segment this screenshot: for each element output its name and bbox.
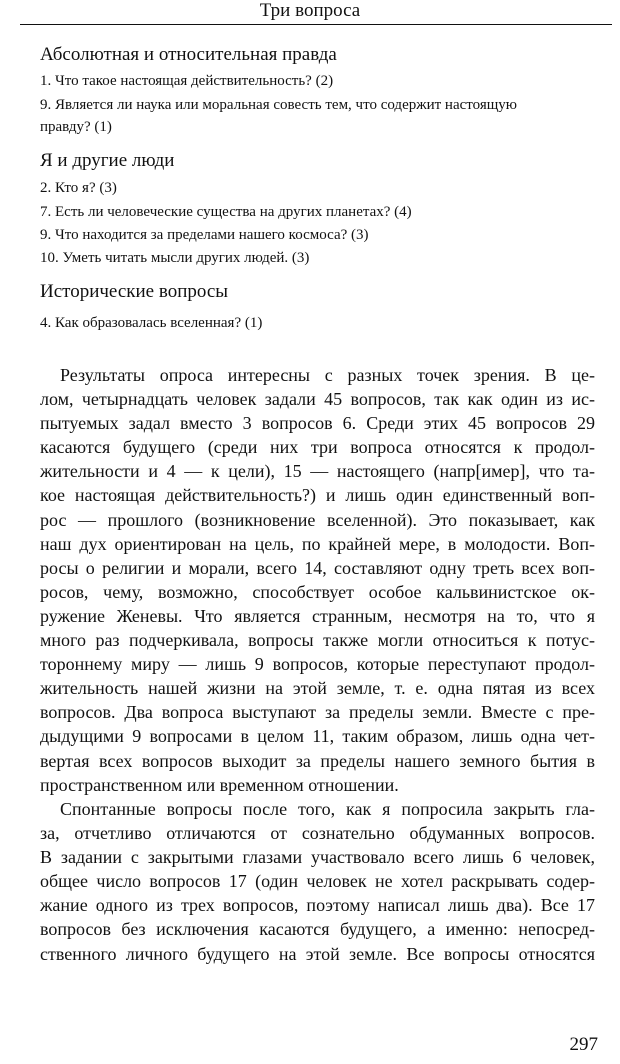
text-line: жительности и 4 — к цели), 15 — настоящего (напр[имер], что та- [40,461,595,482]
text-line: жительность нашей жизни на этой земле, т. е. одна пятая из всех [40,678,595,699]
question-item: правду? (1) [40,119,112,135]
question-item: 10. Уметь читать мысли других людей. (3) [40,250,310,266]
section-title-absolute-truth: Абсолютная и относительная правда [40,44,337,65]
body-paragraph-2 [40,797,595,966]
question-item: 9. Является ли наука или моральная совесть тем, что содержит настоящую [40,97,517,113]
text-line: ственного личного будущего на этой земле. Все вопросы относятся [40,943,595,964]
text-line: ружение Женевы. Что является странным, несмотря на то, что я [40,605,595,626]
text-line: касаются будущего (среди них три вопроса относятся к продол- [40,437,595,458]
text-line: лом, четырнадцать человек задали 45 вопросов, так как один из ис- [40,389,595,410]
running-title: Три вопроса [259,0,361,21]
body-paragraph-1 [40,363,595,797]
text-line: росы о религии и морали, всего 14, составляют одну треть всех воп- [40,557,595,578]
section-title-historical: Исторические вопросы [40,281,229,302]
section-title-me-and-others: Я и другие люди [40,150,175,171]
text-line: пытуемых задал вместо 3 вопросов 6. Среди этих 45 вопросов 29 [40,413,595,434]
text-line: общее число вопросов 17 (один человек не хотел раскрывать содер- [40,871,595,892]
text-line: Спонтанные вопросы после того, как я попросила закрыть гла- [60,799,595,819]
header-rule [20,24,612,25]
text-line: вопросов без исключения касаются будущего, а именно: непосред- [40,919,595,940]
question-item: 4. Как образовалась вселенная? (1) [40,315,263,331]
question-item: 1. Что такое настоящая действительность? (2) [40,73,334,89]
text-line: росов, чему, возможно, способствует особое кальвинистское ок- [40,581,595,602]
text-line: много раз подчеркивала, вопросы также могли относиться к потус- [40,630,595,651]
question-item: 7. Есть ли человеческие существа на других планетах? (4) [40,204,412,220]
text-line: В задании с закрытыми глазами участвовало всего лишь 6 человек, [40,847,595,868]
text-line: дыдущими 9 вопросами в целом 11, таким образом, лишь одна чет- [40,726,595,747]
text-line: за, отчетливо отличаются от сознательно обдуманных вопросов. [40,823,595,844]
text-line: пространственном или временном отношении. [40,774,399,795]
text-line: жание одного из трех вопросов, поэтому написал лишь два). Все 17 [40,895,595,916]
question-item: 2. Кто я? (3) [40,180,117,196]
text-line: Результаты опроса интересны с разных точек зрения. В це- [60,365,595,385]
text-line: наш дух ориентирован на цель, по крайней мере, в молодости. Воп- [40,533,595,554]
question-item: 9. Что находится за пределами нашего космоса? (3) [40,227,369,243]
text-line: рос — прошлого (возникновение вселенной). Это показывает, как [40,509,595,530]
text-line: вертая всех вопросов выходит за пределы нашего земного бытия в [40,750,595,771]
text-line: вопросов. Два вопроса выступают за пределы земли. Вместе с пре- [40,702,595,723]
text-line: тороннему миру — лишь 9 вопросов, которые переступают продол- [40,654,595,675]
text-line: кое настоящая действительность?) и лишь один единственный воп- [40,485,595,506]
page-number: 297 [569,1034,598,1055]
